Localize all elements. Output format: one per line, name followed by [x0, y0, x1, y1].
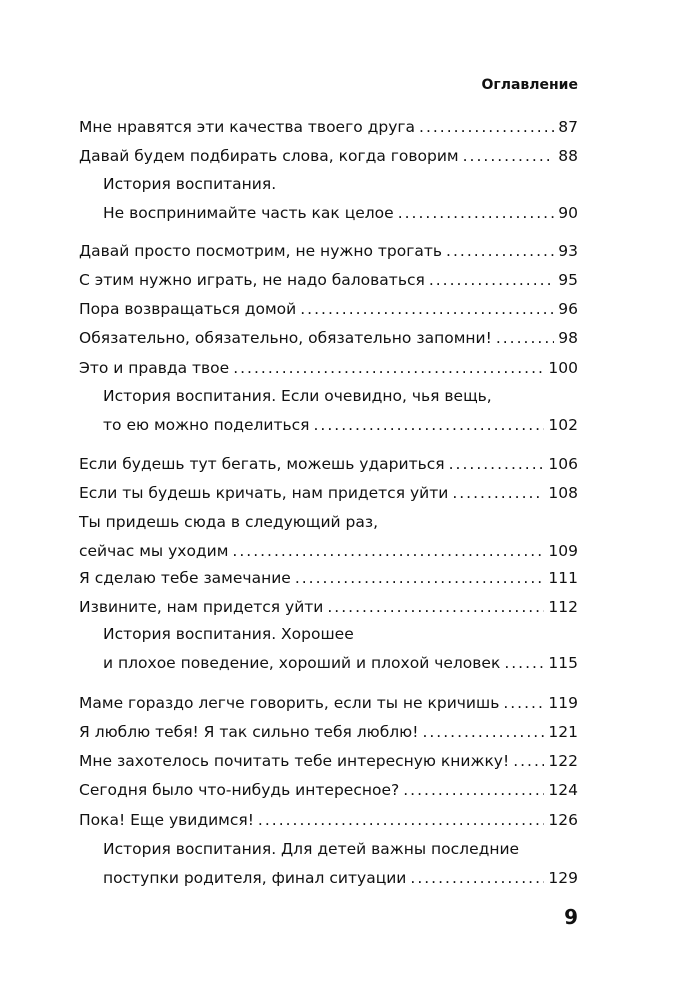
toc-entry-title: История воспитания. Если очевидно, чья вещь,: [103, 387, 492, 405]
toc-page-number: 129: [548, 869, 578, 887]
toc-page-number: 88: [558, 147, 578, 165]
dot-leader: [446, 237, 554, 266]
toc-entry: [79, 718, 578, 747]
toc-page-number: 87: [558, 118, 578, 136]
toc-entry: [79, 593, 578, 622]
toc-entry: [79, 564, 578, 593]
toc-page-number: 95: [558, 271, 578, 289]
page-number: 9: [564, 905, 578, 929]
toc-entry-title: Пока! Еще увидимся!: [79, 811, 254, 829]
toc-entry: [79, 354, 578, 383]
toc-subentry: [103, 835, 578, 893]
toc-entry-title: Мне нравятся эти качества твоего друга: [79, 118, 416, 136]
toc-entry-title: и плохое поведение, хороший и плохой человек: [103, 654, 501, 672]
toc-entry-title: поступки родителя, финал ситуации: [103, 869, 407, 887]
toc-subentry: [103, 382, 578, 440]
dot-leader: [503, 689, 544, 718]
toc-entry: [79, 295, 578, 324]
dot-leader: [314, 411, 545, 440]
toc-entry: [79, 806, 578, 835]
toc-entry: [79, 324, 578, 353]
dot-leader: [398, 199, 555, 228]
toc-page-number: 119: [548, 694, 578, 712]
toc-entry-title: то ею можно поделиться: [103, 416, 310, 434]
toc-entry-title: Это и правда твое: [79, 359, 230, 377]
dot-leader: [463, 142, 555, 171]
dot-leader: [232, 537, 544, 566]
toc-page-number: 126: [548, 811, 578, 829]
dot-leader: [422, 718, 544, 747]
dot-leader: [410, 864, 544, 893]
toc-entry-title: Мне захотелось почитать тебе интересную книжку!: [79, 752, 510, 770]
toc-entry: [79, 689, 578, 718]
dot-leader: [452, 479, 544, 508]
toc-entry-title: Маме гораздо легче говорить, если ты не кричишь: [79, 694, 500, 712]
toc-entry-title: История воспитания. Хорошее: [103, 625, 354, 643]
toc-entry: [79, 113, 578, 142]
toc-entry-title: Пора возвращаться домой: [79, 300, 297, 318]
dot-leader: [513, 747, 544, 776]
toc-entry-title: Если ты будешь кричать, нам придется уйти: [79, 484, 449, 502]
toc-entry: [79, 450, 578, 479]
toc-entry-title: История воспитания. Для детей важны последние: [103, 840, 520, 858]
toc-entry-title: Я люблю тебя! Я так сильно тебя люблю!: [79, 723, 419, 741]
toc-page-number: 108: [548, 484, 578, 502]
toc-entry: [79, 266, 578, 295]
toc-entry: [79, 479, 578, 508]
toc-entry: [79, 508, 578, 566]
toc-page-number: 90: [558, 204, 578, 222]
toc-entry-title: Обязательно, обязательно, обязательно запомни!: [79, 329, 492, 347]
toc-page-number: 106: [548, 455, 578, 473]
toc-entry-title: Давай будем подбирать слова, когда говорим: [79, 147, 459, 165]
toc-page-number: 111: [548, 569, 578, 587]
dot-leader: [300, 295, 554, 324]
toc-entry: [79, 747, 578, 776]
dot-leader: [504, 649, 544, 678]
dot-leader: [295, 564, 545, 593]
toc-entry-title: Сегодня было что-нибудь интересное?: [79, 781, 400, 799]
dot-leader: [496, 324, 554, 353]
toc-page-number: 93: [558, 242, 578, 260]
dot-leader: [419, 113, 554, 142]
toc-page-number: 112: [548, 598, 578, 616]
dot-leader: [258, 806, 544, 835]
toc-entry-title: Давай просто посмотрим, не нужно трогать: [79, 242, 443, 260]
toc-entry: [79, 776, 578, 805]
toc-subentry: [103, 620, 578, 678]
running-header: Оглавление: [481, 77, 578, 93]
toc-page-number: 121: [548, 723, 578, 741]
toc-entry-title: сейчас мы уходим: [79, 542, 229, 560]
dot-leader: [327, 593, 544, 622]
toc-entry-title: Я сделаю тебе замечание: [79, 569, 291, 587]
toc-entry-title: Извините, нам придется уйти: [79, 598, 324, 616]
toc-entry-title: Ты придешь сюда в следующий раз,: [79, 513, 379, 531]
toc-entry-title: С этим нужно играть, не надо баловаться: [79, 271, 425, 289]
toc-subentry: [103, 170, 578, 228]
toc-page-number: 96: [558, 300, 578, 318]
toc-entry: [79, 237, 578, 266]
dot-leader: [429, 266, 554, 295]
toc-entry-title: Если будешь тут бегать, можешь удариться: [79, 455, 445, 473]
toc-page-number: 115: [548, 654, 578, 672]
toc-entry: [79, 142, 578, 171]
dot-leader: [233, 354, 544, 383]
toc-page-number: 109: [548, 542, 578, 560]
toc-page-number: 98: [558, 329, 578, 347]
dot-leader: [449, 450, 545, 479]
toc-page-number: 124: [548, 781, 578, 799]
toc-page-number: 102: [548, 416, 578, 434]
toc-page-number: 100: [548, 359, 578, 377]
toc-page-number: 122: [548, 752, 578, 770]
toc-entry-title: Не воспринимайте часть как целое: [103, 204, 394, 222]
dot-leader: [403, 776, 544, 805]
toc-entry-title: История воспитания.: [103, 175, 277, 193]
